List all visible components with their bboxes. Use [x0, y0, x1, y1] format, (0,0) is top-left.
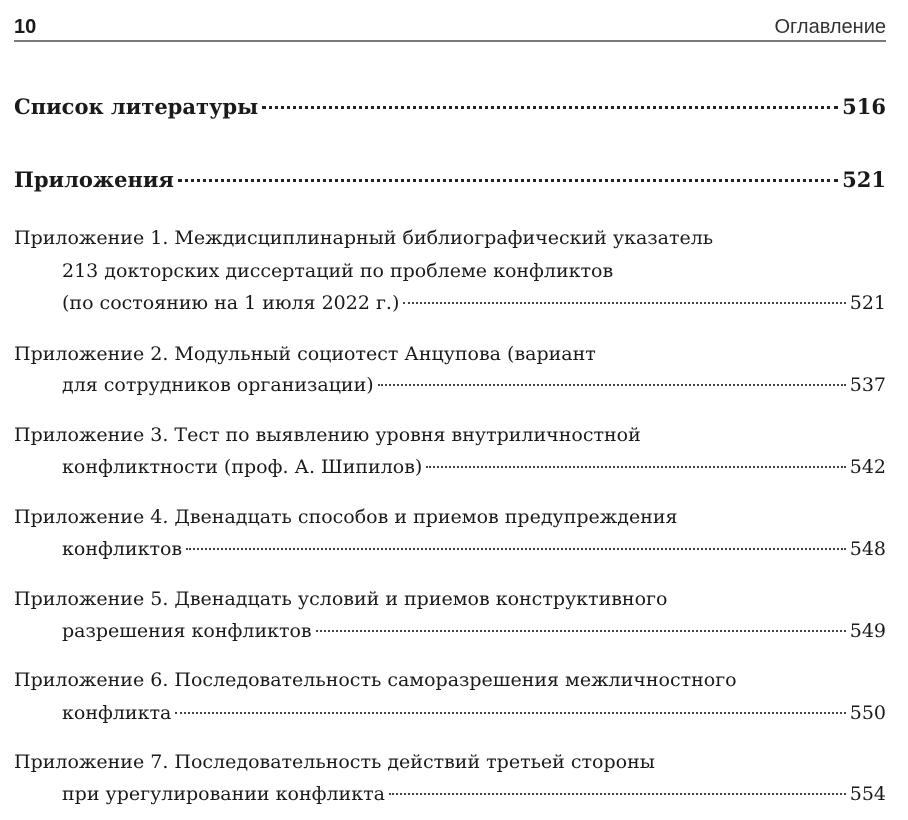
toc-entry-title: Список литературы — [14, 94, 259, 119]
toc-entry-page: 516 — [842, 94, 886, 119]
page-number: 10 — [14, 16, 37, 38]
appendix-4-title-line-1[interactable]: Приложение 4. Двенадцать способов и приемов предупреждения — [14, 506, 678, 528]
dot-leader — [262, 106, 838, 109]
toc-entry-page: 521 — [842, 167, 886, 192]
dot-leader — [403, 302, 845, 304]
toc-entry-page: 537 — [849, 374, 886, 396]
appendix-3-last-line[interactable] — [62, 455, 886, 479]
toc-entry-title: (по состоянию на 1 июля 2022 г.) — [62, 292, 400, 314]
toc-entry-title: для сотрудников организации) — [62, 374, 374, 396]
dot-leader — [389, 793, 846, 795]
toc-entry-page: 548 — [849, 538, 886, 560]
appendix-1-title-line-2[interactable]: 213 докторских диссертаций по проблеме конфликтов — [62, 260, 614, 282]
page-header — [14, 14, 886, 42]
toc-entry-title: разрешения конфликтов — [62, 620, 312, 642]
appendix-5-last-line[interactable] — [62, 619, 886, 643]
appendix-3-title-line-1[interactable]: Приложение 3. Тест по выявлению уровня внутриличностной — [14, 424, 641, 446]
appendix-7-title-line-1[interactable]: Приложение 7. Последовательность действий третьей стороны — [14, 751, 655, 773]
appendix-4-last-line[interactable] — [62, 537, 886, 561]
appendix-5-title-line-1[interactable]: Приложение 5. Двенадцать условий и приемов конструктивного — [14, 588, 668, 610]
appendix-2-last-line[interactable] — [62, 373, 886, 397]
appendix-1-title-line-1[interactable]: Приложение 1. Междисциплинарный библиографический указатель — [14, 227, 714, 249]
toc-entry-bibliography[interactable] — [14, 94, 886, 120]
toc-entry-page: 550 — [849, 702, 886, 724]
dot-leader — [426, 466, 845, 468]
book-page — [14, 0, 886, 820]
appendix-7-last-line[interactable] — [62, 782, 886, 806]
toc-entry-appendices[interactable] — [14, 167, 886, 193]
appendix-2-title-line-1[interactable]: Приложение 2. Модульный социотест Анцупова (вариант — [14, 343, 596, 365]
toc-entry-page: 554 — [849, 783, 886, 805]
toc-entry-title: Приложения — [14, 167, 174, 192]
toc-entry-title: при урегулировании конфликта — [62, 783, 385, 805]
appendix-1-last-line[interactable] — [62, 291, 886, 315]
dot-leader — [175, 712, 845, 714]
toc-entry-page: 549 — [849, 620, 886, 642]
dot-leader — [186, 548, 846, 550]
running-title: Оглавление — [774, 16, 886, 38]
toc-entry-title: конфликтности (проф. А. Шипилов) — [62, 456, 423, 478]
dot-leader — [378, 384, 846, 386]
appendix-6-last-line[interactable] — [62, 701, 886, 725]
toc-entry-page: 542 — [849, 456, 886, 478]
toc-entry-title: конфликта — [62, 702, 172, 724]
dot-leader — [178, 179, 838, 182]
toc-entry-page: 521 — [849, 292, 886, 314]
toc-entry-title: конфликтов — [62, 538, 183, 560]
dot-leader — [316, 630, 846, 632]
appendix-6-title-line-1[interactable]: Приложение 6. Последовательность саморазрешения межличностного — [14, 669, 737, 691]
